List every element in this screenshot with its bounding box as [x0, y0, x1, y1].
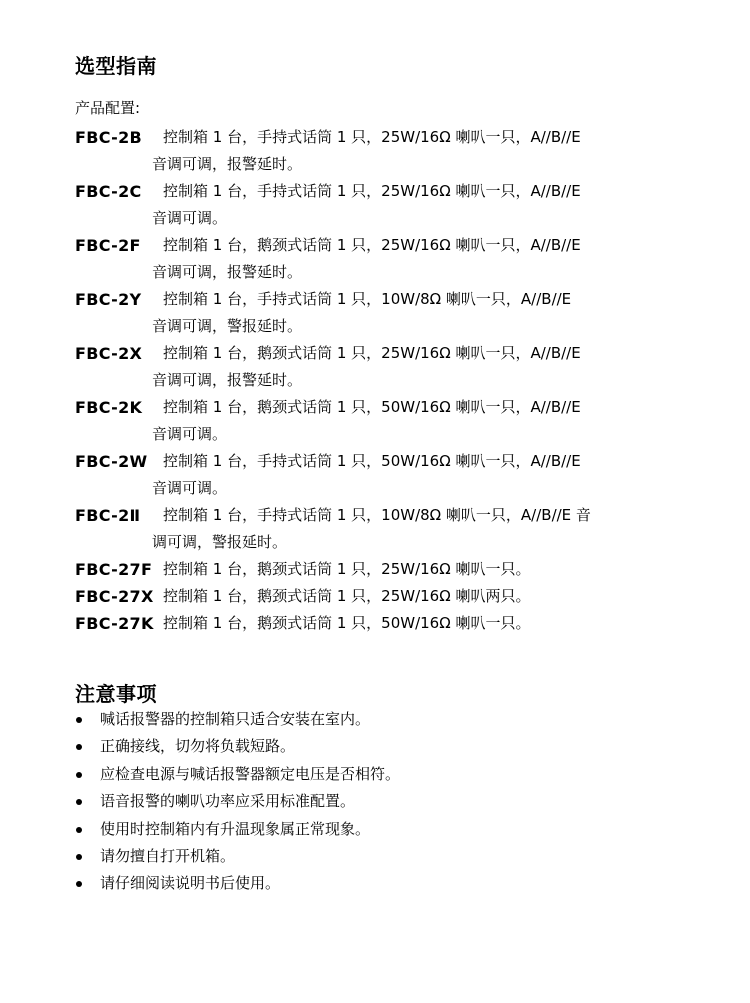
product-model: FBC-27F: [75, 560, 153, 579]
product-description: 控制箱 1 台，手持式话筒 1 只，10W/8Ω 喇叭一只，A//B//E: [163, 290, 572, 308]
product-model: FBC-2Ⅱ: [75, 506, 141, 525]
bullet-icon: [76, 744, 82, 750]
product-item: [75, 124, 675, 178]
product-description: 控制箱 1 台，鹅颈式话筒 1 只，50W/16Ω 喇叭一只。: [163, 614, 531, 632]
product-item: [75, 556, 675, 583]
list-item: [75, 870, 400, 897]
product-description: 控制箱 1 台，鹅颈式话筒 1 只，25W/16Ω 喇叭一只，A//B//E: [163, 236, 581, 254]
product-model: FBC-27X: [75, 587, 154, 606]
product-description-cont: 音调可调，报警延时。: [152, 155, 303, 173]
product-description: 控制箱 1 台，手持式话筒 1 只，10W/8Ω 喇叭一只，A//B//E 音: [163, 506, 591, 524]
product-item: [75, 286, 675, 340]
product-description-cont: 音调可调。: [152, 425, 228, 443]
product-description: 控制箱 1 台，鹅颈式话筒 1 只，50W/16Ω 喇叭一只，A//B//E: [163, 398, 581, 416]
list-item: [75, 761, 400, 788]
product-description: 控制箱 1 台，鹅颈式话筒 1 只，25W/16Ω 喇叭一只，A//B//E: [163, 344, 581, 362]
product-description: 控制箱 1 台，鹅颈式话筒 1 只，25W/16Ω 喇叭一只。: [163, 560, 531, 578]
product-description: 控制箱 1 台，鹅颈式话筒 1 只，25W/16Ω 喇叭两只。: [163, 587, 531, 605]
product-item: [75, 178, 675, 232]
product-model: FBC-2K: [75, 398, 143, 417]
list-item: [75, 788, 400, 815]
bullet-icon: [76, 854, 82, 860]
bullet-icon: [76, 827, 82, 833]
product-description: 控制箱 1 台，手持式话筒 1 只，25W/16Ω 喇叭一只，A//B//E: [163, 128, 581, 146]
product-description-cont: 音调可调，警报延时。: [152, 317, 303, 335]
product-description-cont: 音调可调。: [152, 479, 228, 497]
product-model: FBC-2X: [75, 344, 143, 363]
bullet-icon: [76, 799, 82, 805]
list-item: [75, 816, 400, 843]
product-item: [75, 448, 675, 502]
list-item: [75, 706, 400, 733]
product-description-cont: 音调可调，报警延时。: [152, 263, 303, 281]
product-config-label: 产品配置:: [75, 99, 141, 117]
product-model: FBC-2Y: [75, 290, 142, 309]
notes-title: 注意事项: [75, 682, 157, 706]
list-item: [75, 733, 400, 760]
note-text: 正确接线，切勿将负载短路。: [100, 737, 296, 756]
note-text: 喊话报警器的控制箱只适合安装在室内。: [100, 710, 371, 728]
note-text: 应检查电源与喊话报警器额定电压是否相符。: [100, 764, 401, 783]
product-model: FBC-2W: [75, 452, 148, 471]
note-text: 使用时控制箱内有升温现象属正常现象。: [100, 819, 371, 838]
product-description: 控制箱 1 台，手持式话筒 1 只，50W/16Ω 喇叭一只，A//B//E: [163, 452, 581, 470]
note-text: 语音报警的喇叭功率应采用标准配置。: [100, 792, 356, 811]
product-model: FBC-2C: [75, 182, 142, 201]
note-text: 请仔细阅读说明书后使用。: [100, 874, 281, 893]
bullet-icon: [76, 881, 82, 887]
product-description-cont: 音调可调。: [152, 209, 228, 227]
product-item: [75, 394, 675, 448]
selection-guide-title: 选型指南: [75, 54, 157, 78]
product-item: [75, 502, 675, 556]
product-description-cont: 音调可调，报警延时。: [152, 371, 303, 389]
product-item: [75, 583, 675, 610]
bullet-icon: [76, 772, 82, 778]
product-model: FBC-27K: [75, 614, 154, 633]
product-model: FBC-2B: [75, 128, 143, 147]
list-item: [75, 843, 400, 870]
product-model: FBC-2F: [75, 236, 141, 255]
product-list: [75, 124, 675, 637]
note-text: 请勿擅自打开机箱。: [100, 847, 236, 866]
product-item: [75, 232, 675, 286]
product-description-cont: 调可调，警报延时。: [152, 533, 288, 551]
notes-list: [75, 706, 400, 898]
bullet-icon: [76, 717, 82, 723]
product-item: [75, 340, 675, 394]
product-item: [75, 610, 675, 637]
product-description: 控制箱 1 台，手持式话筒 1 只，25W/16Ω 喇叭一只，A//B//E: [163, 182, 581, 200]
